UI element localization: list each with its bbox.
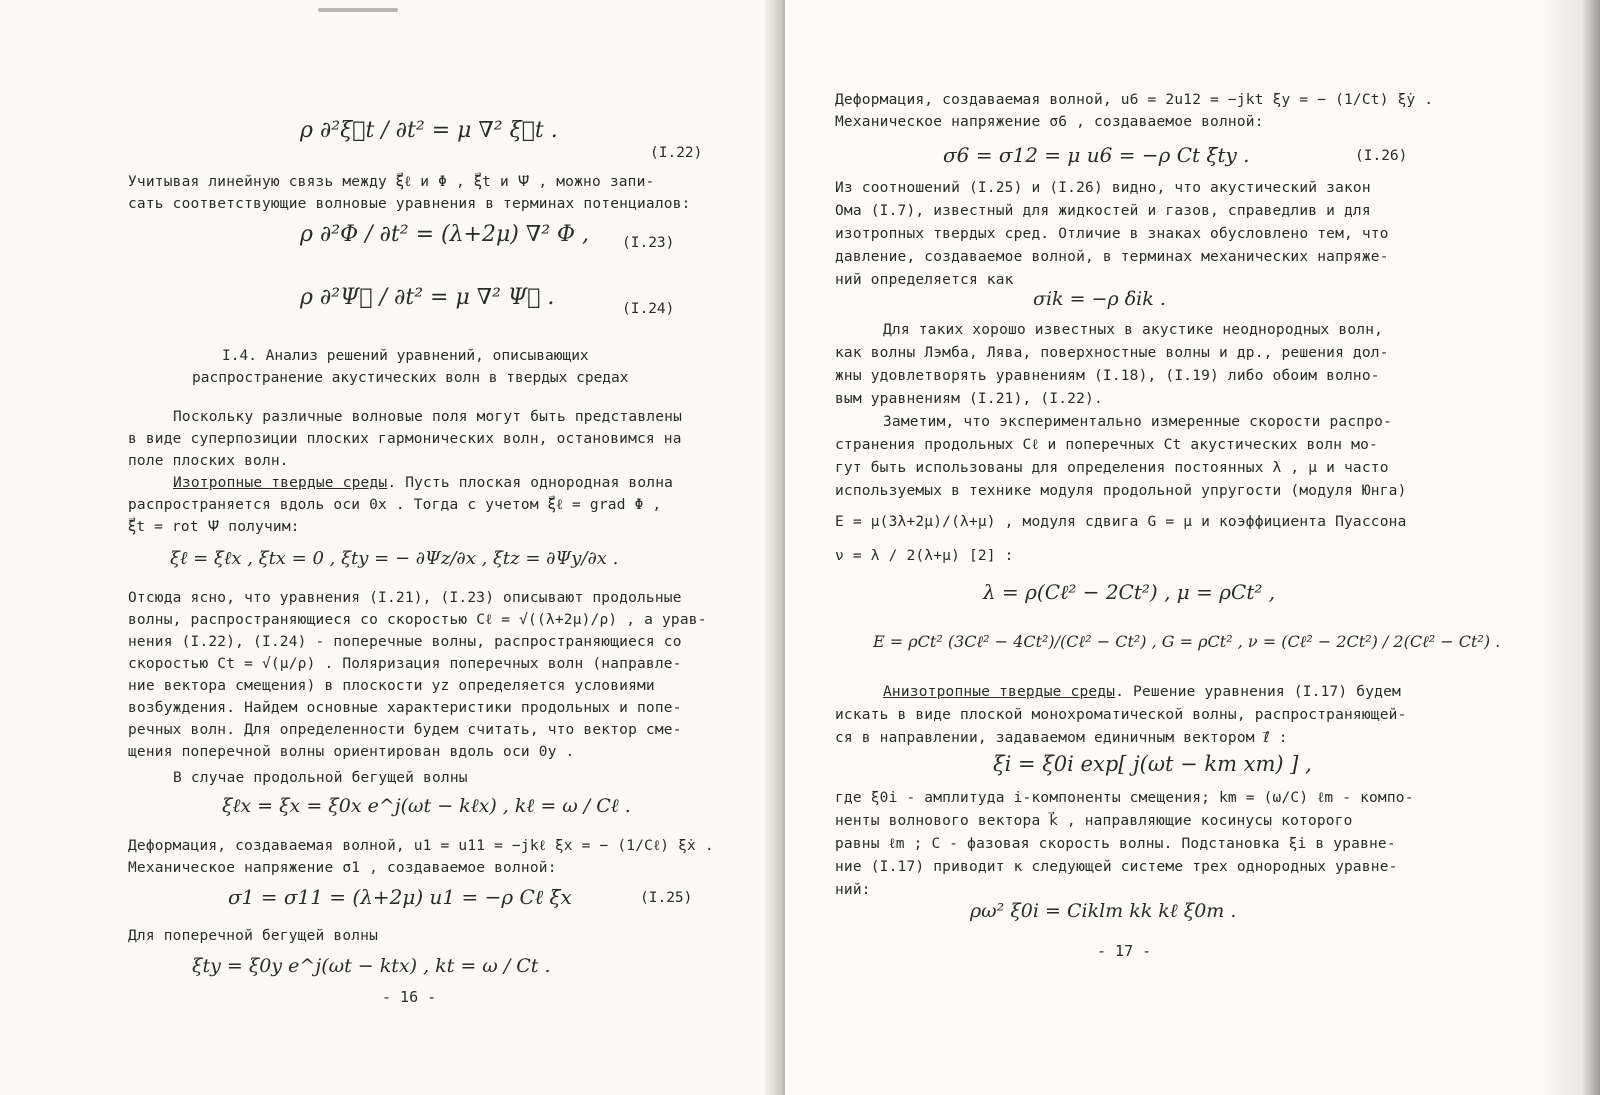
equation-number: (I.23) — [622, 235, 675, 251]
left-page — [0, 0, 785, 1095]
text-line: волны, распространяющиеся со скоростью Cℓ = √((λ+2μ)/ρ) , а урав- — [128, 612, 707, 628]
subsection-term: Изотропные твердые среды — [173, 475, 388, 491]
text-line: равны ℓm ; C - фазовая скорость волны. Подстановка ξi в уравне- — [835, 836, 1396, 852]
text-line: ние вектора смещения) в плоскости yz определяется условиями — [128, 678, 655, 694]
text-line: ν = λ / 2(λ+μ) [2] : — [835, 548, 1014, 564]
text-line: ξ⃗t = rot Ψ⃗ получим: — [128, 519, 300, 535]
text-line: используемых в технике модуля продольной упругости (модуля Юнга) — [835, 483, 1407, 499]
equation-lame: λ = ρ(Cℓ² − 2Ct²) , μ = ρCt² , — [983, 580, 1276, 604]
equation-components: ξℓ = ξℓx , ξtx = 0 , ξty = − ∂Ψz/∂x , ξtz = ∂Ψy/∂x . — [170, 548, 619, 569]
text-line: речных волн. Для определенности будем считать, что вектор сме- — [128, 722, 682, 738]
section-title: I.4. Анализ решений уравнений, описывающих — [222, 348, 589, 364]
text-line: вым уравнениям (I.21), (I.22). — [835, 391, 1103, 407]
text-line — [173, 475, 673, 491]
text-line: как волны Лэмба, Лява, поверхностные волны и др., решения дол- — [835, 345, 1389, 361]
equation-1-23: ρ ∂²Φ / ∂t² = (λ+2μ) ∇² Φ , — [300, 222, 590, 247]
text-line: странения продольных Cℓ и поперечных Ct акустических волн мо- — [835, 437, 1378, 453]
text-line: изотропных твердых сред. Отличие в знаках обусловлено тем, что — [835, 226, 1389, 242]
text-line: скоростью Ct = √(μ/ρ) . Поляризация поперечных волн (направле- — [128, 656, 682, 672]
text-line: Механическое напряжение σ6 , создаваемое волной: — [835, 114, 1264, 130]
text-line: гут быть использованы для определения постоянных λ , μ и часто — [835, 460, 1389, 476]
text-line: возбуждения. Найдем основные характеристики продольных и попе- — [128, 700, 682, 716]
text-line: искать в виде плоской монохроматической волны, распространяющей- — [835, 707, 1407, 723]
equation-1-26: σ6 = σ12 = μ u6 = −ρ Ct ξ̇ty . — [943, 143, 1250, 167]
page-number: - 16 - — [382, 988, 437, 1006]
text-line: Ома (I.7), известный для жидкостей и газов, справедлив и для — [835, 203, 1371, 219]
text-line: щения поперечной волны ориентирован вдоль оси 0y . — [128, 744, 575, 760]
text-line: жны удовлетворять уравнениям (I.18), (I.19) либо обоим волно- — [835, 368, 1380, 384]
equation-number: (I.24) — [622, 301, 675, 317]
equation-1-24: ρ ∂²Ψ⃗ / ∂t² = μ ∇² Ψ⃗ . — [300, 285, 555, 310]
section-title: распространение акустических волн в твердых средах — [192, 370, 629, 386]
page-top-mark — [318, 8, 398, 12]
text-line: Механическое напряжение σ1 , создаваемое волной: — [128, 860, 557, 876]
text-span: . Решение уравнения (I.17) будем — [1115, 684, 1401, 700]
text-line: Заметим, что экспериментально измеренные скорости распро- — [883, 414, 1392, 430]
equation-number: (I.22) — [650, 145, 703, 161]
equation-plane-wave: ξi = ξ0i exp[ j(ωt − km xm) ] , — [993, 752, 1312, 776]
equation-pressure: σik = −ρ δik . — [1033, 288, 1166, 310]
text-line: распространяется вдоль оси 0x . Тогда с учетом ξ⃗ℓ = grad Φ , — [128, 497, 662, 513]
text-line: ние (I.17) приводит к следующей системе трех однородных уравне- — [835, 859, 1398, 875]
equation-christoffel: ρω² ξ0i = Ciklm kk kℓ ξ0m . — [970, 900, 1237, 922]
equation-1-25: σ1 = σ11 = (λ+2μ) u1 = −ρ Cℓ ξ̇x — [228, 885, 572, 909]
text-line: E = μ(3λ+2μ)/(λ+μ) , модуля сдвига G = μ и коэффициента Пуассона — [835, 514, 1407, 530]
equation-number: (I.26) — [1355, 148, 1408, 164]
text-line: Для таких хорошо известных в акустике неоднородных волн, — [883, 322, 1384, 338]
text-line: Для поперечной бегущей волны — [128, 928, 379, 944]
text-line: Отсюда ясно, что уравнения (I.21), (I.23) описывают продольные — [128, 590, 682, 606]
equation-longitudinal: ξℓx = ξx = ξ0x e^j(ωt − kℓx) , kℓ = ω / Cℓ . — [222, 795, 631, 817]
text-line: в виде суперпозиции плоских гармонических волн, остановимся на — [128, 431, 682, 447]
text-line: нения (I.22), (I.24) - поперечные волны, распространяющиеся со — [128, 634, 682, 650]
text-line: поле плоских волн. — [128, 453, 289, 469]
text-line: ся в направлении, задаваемом единичным вектором ℓ⃗ : — [835, 730, 1288, 746]
equation-number: (I.25) — [640, 890, 693, 906]
text-line: ний: — [835, 882, 871, 898]
page-number: - 17 - — [1097, 942, 1152, 960]
page-edge — [1540, 0, 1600, 1095]
subsection-term: Анизотропные твердые среды — [883, 684, 1116, 700]
text-span: . Пусть плоская однородная волна — [387, 475, 674, 491]
text-line: ненты волнового вектора k⃗ , направляющие косинусы которого — [835, 813, 1353, 829]
text-line: Из соотношений (I.25) и (I.26) видно, что акустический закон — [835, 180, 1371, 196]
text-line: сать соответствующие волновые уравнения в терминах потенциалов: — [128, 196, 691, 212]
text-line: Учитывая линейную связь между ξ⃗ℓ и Φ , ξ⃗t и Ψ⃗ , можно запи- — [128, 174, 655, 190]
equation-transverse: ξty = ξ0y e^j(ωt − ktx) , kt = ω / Ct . — [192, 955, 551, 977]
text-line: Поскольку различные волновые поля могут быть представлены — [173, 409, 682, 425]
text-line: давление, создаваемое волной, в терминах механических напряже- — [835, 249, 1389, 265]
text-line: ний определяется как — [835, 272, 1014, 288]
right-page — [785, 0, 1600, 1095]
text-line: где ξ0i - амплитуда i-компоненты смещения; km = (ω/C) ℓm - компо- — [835, 790, 1414, 806]
text-line: Деформация, создаваемая волной, u6 = 2u12 = −jkt ξy = − (1/Ct) ξ̇y . — [835, 92, 1434, 108]
text-line: Деформация, создаваемая волной, u1 = u11 = −jkℓ ξx = − (1/Cℓ) ξ̇x . — [128, 838, 714, 854]
equation-moduli: E = ρCt² (3Cℓ² − 4Ct²)/(Cℓ² − Ct²) , G = ρCt² , ν = (Cℓ² − 2Ct²) / 2(Cℓ² − Ct²) . — [873, 632, 1501, 651]
text-line — [883, 684, 1401, 700]
equation-1-22: ρ ∂²ξ⃗t / ∂t² = μ ∇² ξ⃗t . — [300, 118, 558, 143]
text-line: В случае продольной бегущей волны — [173, 770, 468, 786]
